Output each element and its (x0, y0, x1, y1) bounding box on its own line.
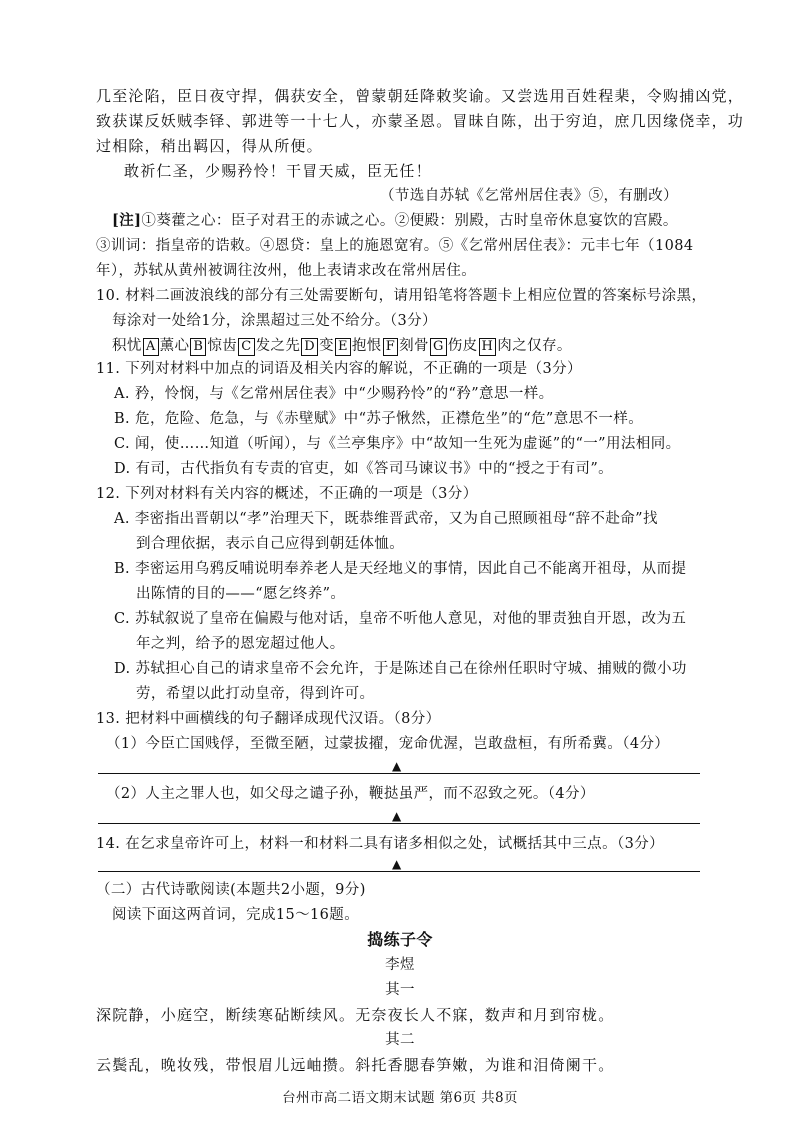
q10-stem-2: 每涂对一处给1分，涂黑超过三处不给分。（3分） (112, 313, 437, 329)
poem-title: 捣练子令 (367, 930, 433, 949)
poem-author: 李煜 (385, 957, 415, 973)
answer-line-3[interactable] (98, 871, 700, 872)
page-footer: 台州市高二语文期末试题 第6页 共8页 (282, 1090, 518, 1106)
notes-prefix: [注] (112, 212, 142, 229)
q11-option-b: B. 危，危险、危急，与《赤壁赋》中“苏子愀然，正襟危坐”的“危”意思不一样。 (114, 411, 644, 427)
q10-seg-6: 发之先 (255, 338, 301, 354)
answer-line-2[interactable] (98, 823, 700, 824)
q13-sentence-1: （1）今臣亡国贱俘，至微至陋，过蒙拔擢，宠命优渥，岂敢盘桓，有所希冀。（4分） (106, 736, 670, 752)
q12-option-a-2: 到合理依据，表示自己应得到朝廷体恤。 (136, 536, 405, 552)
q10-option-a[interactable]: A (143, 338, 159, 356)
q10-option-e[interactable]: E (335, 338, 351, 356)
q14-stem: 14. 在乞求皇帝许可上，材料一和材料二具有诸多相似之处，试概括其中三点。（3分） (96, 836, 665, 852)
q12-stem: 12. 下列对材料有关内容的概述，不正确的一项是（3分） (96, 486, 478, 502)
q10-seg-4: 惊齿 (207, 338, 238, 354)
q12-option-c-1: C. 苏轼叙说了皇帝在偏殿与他对话，皇帝不听他人意见，对他的罪责独自开恩，改为五 (114, 611, 687, 627)
notes-line-3: 年），苏轼从黄州被调往汝州，他上表请求改在常州居住。 (96, 263, 477, 279)
q10-option-h[interactable]: H (479, 338, 497, 356)
notes-line-1 (112, 211, 678, 231)
q12-option-d-2: 劳，希望以此打动皇帝，得到许可。 (136, 686, 375, 702)
q10-stem-1: 10. 材料二画波浪线的部分有三处需要断句，请用铅笔将答题卡上相应位置的答案标号涂黑， (96, 288, 707, 304)
notes-line-2: ③训词：指皇帝的诰敕。④恩贷：皇上的施恩宽宥。⑤《乞常州居住表》：元丰七年（1084 (96, 238, 694, 254)
q10-seg-16: 肉之仅存。 (497, 338, 572, 354)
q10-seg-12: 刻骨 (399, 338, 429, 354)
q10-option-b[interactable]: B (190, 338, 206, 356)
q10-option-g[interactable]: G (430, 338, 447, 356)
passage-line-2: 致获谋反妖贼李铎、郭进等一十七人，亦蒙圣恩。冒昧自陈，出于穷迫，庶几因缘侥幸，功 (96, 112, 745, 130)
poem-part2-text: 云鬓乱，晚妆残，带恨眉儿远岫攒。斜托香腮春笋嫩，为谁和泪倚阑干。 (96, 1056, 615, 1074)
answer-marker-1: ▲ (392, 759, 402, 773)
section2-instruction: 阅读下面这两首词，完成15～16题。 (112, 907, 360, 923)
q12-option-c-2: 年之判，给予的恩宠超过他人。 (136, 636, 345, 652)
passage-line-3: 过相除，稍出羁囚，得从所便。 (96, 137, 323, 155)
q13-sentence-2: （2）人主之罪人也，如父母之谴子孙，鞭挞虽严，而不忍致之死。（4分） (106, 786, 595, 802)
q12-option-d-1: D. 苏轼担心自己的请求皇帝不会允许，于是陈述自己在徐州任职时守城、捕贼的微小功 (114, 661, 687, 677)
q10-option-c[interactable]: C (238, 338, 254, 356)
q12-option-b-2: 出陈情的目的——“愿乞终养”。 (136, 586, 346, 602)
passage-line-1: 几至沦陷，臣日夜守捍，偶获安全，曾蒙朝廷降敕奖谕。又尝选用百姓程棐，令购捕凶党， (96, 87, 745, 105)
q10-seg-14: 伤皮 (447, 338, 478, 354)
poem-part1-label: 其一 (385, 982, 415, 998)
q10-option-f[interactable]: F (383, 338, 398, 356)
q10-segments (112, 336, 572, 356)
answer-line-1[interactable] (98, 773, 700, 774)
q11-option-a: A. 矜，怜悯，与《乞常州居住表》中“少赐矜怜”的“矜”意思一样。 (114, 386, 554, 402)
passage-line-4: 敢祈仁圣，少赐矜怜！干冒天威，臣无任！ (124, 162, 432, 180)
q10-seg-8: 变 (319, 338, 334, 354)
q10-seg-2: 薰心 (159, 338, 190, 354)
answer-marker-2: ▲ (392, 809, 402, 823)
notes-text-1: ①葵藿之心：臣子对君王的赤诚之心。②便殿：别殿，古时皇帝休息宴饮的宫殿。 (141, 213, 678, 229)
q12-option-b-1: B. 李密运用乌鸦反哺说明奉养老人是天经地义的事情，因此自己不能离开祖母，从而提 (114, 561, 687, 577)
passage-source: （节选自苏轼《乞常州居住表》⑤，有删改） (380, 188, 678, 204)
answer-marker-3: ▲ (392, 857, 402, 871)
poem-part2-label: 其二 (385, 1032, 415, 1048)
q12-option-a-1: A. 李密指出晋朝以“孝”治理天下，既恭维晋武帝，又为自己照顾祖母“辞不赴命”找 (114, 511, 658, 527)
q13-stem: 13. 把材料中画横线的句子翻译成现代汉语。（8分） (96, 711, 441, 727)
q11-option-c: C. 闻，使……知道（听闻），与《兰亭集序》中“故知一生死为虚诞”的“一”用法相同。 (114, 436, 681, 452)
poem-part1-text: 深院静，小庭空，断续寒砧断续风。无奈夜长人不寐，数声和月到帘栊。 (96, 1006, 615, 1024)
q10-seg-0: 积忧 (112, 338, 142, 354)
q11-option-d: D. 有司，古代指负有专责的官吏，如《答司马谏议书》中的“授之于有司”。 (114, 461, 614, 477)
q11-stem: 11. 下列对材料中加点的词语及相关内容的解说，不正确的一项是（3分） (96, 361, 582, 377)
q10-seg-10: 抱恨 (351, 338, 382, 354)
section2-heading: （二）古代诗歌阅读(本题共2小题，9分) (96, 882, 366, 898)
q10-option-d[interactable]: D (301, 338, 318, 356)
